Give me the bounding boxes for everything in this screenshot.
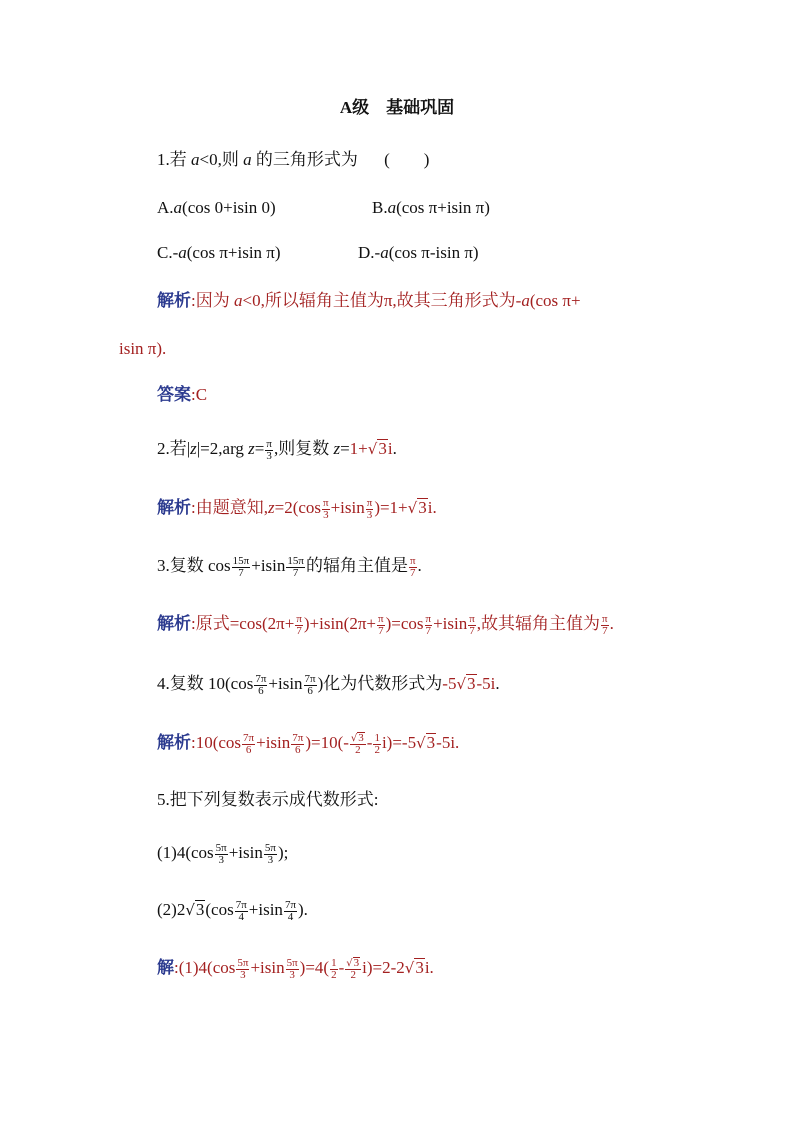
q1-option-d: D.-a(cos π-isin π) [358,243,479,262]
q5-part-1: (1)4(cos $\frac{5\pi}{3}$ +isin $\frac{5\pi}{3}$ ); [157,841,289,866]
section-heading: A级 基础巩固 [339,98,455,117]
q5-part-2: (2)2√3(cos $\frac{7\pi}{4}$ +isin $\frac{7\pi}{4}$ ). [157,898,308,923]
q1-option-a: A.a(cos 0+isin 0) [157,198,276,217]
q2-analysis: 解析:由题意知,z=2(cos $\frac{\pi}{3}$ +isin $\frac{\pi}{3}$ )=1+√3i. [157,496,437,521]
q3-answer: $\frac{\pi}{7}$ [409,554,416,579]
q4-stem: 4.复数 10(cos $\frac{7\pi}{6}$ +isin $\frac{7\pi}{6}$ )化为代数形式为-5√3-5i. [157,672,500,697]
q4-answer: -5√3-5i [442,674,496,693]
q1-answer: 答案:C [157,385,208,404]
q1-analysis-cont: isin π). [119,339,167,358]
q2-answer: 1+√3i [349,439,393,458]
answer-paren: ( ) [384,150,430,169]
q4-analysis: 解析:10(cos $\frac{7\pi}{6}$ +isin $\frac{7\pi}{6}$ )=10(- $\frac{√3}{2}$ - $\frac{1}{2}$ i)=-5√3-5i. [157,731,460,757]
q1-option-c: C.-a(cos π+isin π) [157,243,281,262]
q2-stem: 2.若|z|=2,arg z= $\frac{\pi}{3}$ ,则复数 z=1+√3i. [157,437,397,462]
q3-stem: 3.复数 cos $\frac{15\pi}{7}$ +isin $\frac{15\pi}{7}$ 的辐角主值是 $\frac{\pi}{7}$ . [157,554,422,579]
q1-analysis: 解析:因为 a<0,所以辐角主值为π,故其三角形式为-a(cos π+ [157,291,581,310]
q1-option-b: B.a(cos π+isin π) [372,198,490,217]
q5-stem: 5.把下列复数表示成代数形式: [157,790,379,809]
q3-analysis: 解析:原式=cos(2π+ $\frac{\pi}{7}$ )+isin(2π+ $\frac{\pi}{7}$ )=cos $\frac{\pi}{7}$ +isin $\frac{\pi}{7}$ ,故其辐角主值为 $\frac{\pi}{7}$ . [157,612,614,637]
q1-stem: 1.若 a<0,则 a 的三角形式为 ( ) [157,150,430,169]
q5-solution: 解:(1)4(cos $\frac{5\pi}{3}$ +isin $\frac{5\pi}{3}$ )=4( $\frac{1}{2}$ - $\frac{√3}{2}$ i)=2-2√3i. [157,956,434,982]
